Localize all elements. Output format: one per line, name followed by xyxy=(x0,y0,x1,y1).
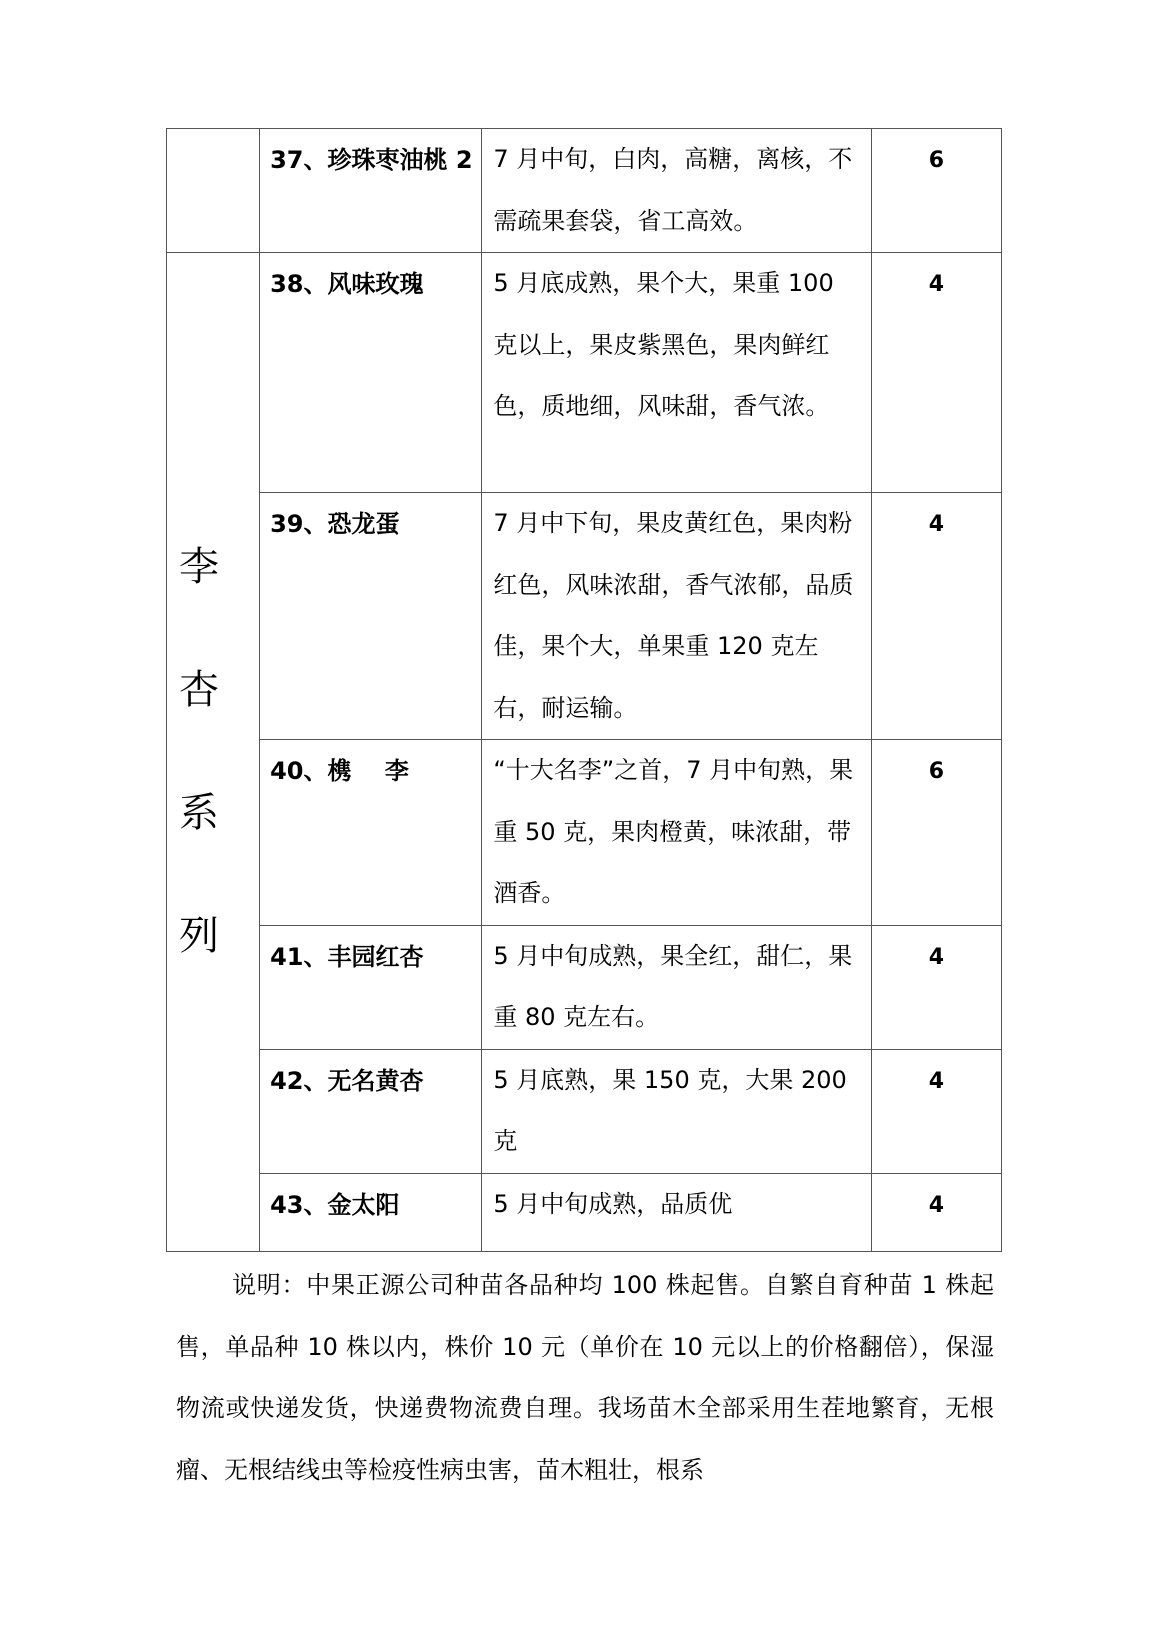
variety-table xyxy=(166,128,1002,1252)
variety-price: 4 xyxy=(871,1049,1001,1173)
category-cell-empty xyxy=(167,129,260,253)
table-row xyxy=(167,740,1002,926)
variety-description: 7 月中下旬，果皮黄红色，果肉粉红色，风味浓甜，香气浓郁，品质佳，果个大，单果重 120 克左右，耐运输。 xyxy=(482,493,871,740)
variety-description: 5 月中旬成熟，果全红，甜仁，果重 80 克左右。 xyxy=(482,925,871,1049)
variety-description: 5 月底成熟，果个大，果重 100 克以上，果皮紫黑色，果肉鲜红色，质地细，风味甜，香气浓。 xyxy=(482,253,871,493)
variety-price: 4 xyxy=(871,253,1001,493)
table-row xyxy=(167,925,1002,1049)
variety-name: 40、槜 李 xyxy=(260,740,482,926)
table-row xyxy=(167,1049,1002,1173)
variety-name: 39、恐龙蛋 xyxy=(260,493,482,740)
variety-description: “十大名李”之首，7 月中旬熟，果重 50 克，果肉橙黄，味浓甜，带酒香。 xyxy=(482,740,871,926)
category-cell xyxy=(167,253,260,1252)
variety-description: 5 月底熟，果 150 克，大果 200 克 xyxy=(482,1049,871,1173)
variety-price: 6 xyxy=(871,740,1001,926)
variety-price: 4 xyxy=(871,925,1001,1049)
variety-price: 6 xyxy=(871,129,1001,253)
variety-name: 43、金太阳 xyxy=(260,1173,482,1251)
variety-name: 41、丰园红杏 xyxy=(260,925,482,1049)
table-row xyxy=(167,129,1002,253)
variety-name: 38、风味玫瑰 xyxy=(260,253,482,493)
variety-name: 37、珍珠枣油桃 2 xyxy=(260,129,482,253)
variety-price: 4 xyxy=(871,493,1001,740)
variety-price: 4 xyxy=(871,1173,1001,1251)
variety-name: 42、无名黄杏 xyxy=(260,1049,482,1173)
variety-description: 7 月中旬，白肉，高糖，离核，不需疏果套袋，省工高效。 xyxy=(482,129,871,253)
category-label: 李杏系列 xyxy=(179,543,219,959)
note-paragraph: 说明：中果正源公司种苗各品种均 100 株起售。自繁自育种苗 1 株起售，单品种 10 株以内，株价 10 元（单价在 10 元以上的价格翻倍），保湿物流或快递发货，快递费物流费自理。我场苗木全部采用生茬地繁育，无根瘤、无根结线虫等检疫性病虫害，苗木粗壮，根系 xyxy=(176,1271,994,1484)
table-row xyxy=(167,1173,1002,1251)
table-row xyxy=(167,253,1002,493)
variety-description: 5 月中旬成熟，品质优 xyxy=(482,1173,871,1251)
table-row xyxy=(167,493,1002,740)
